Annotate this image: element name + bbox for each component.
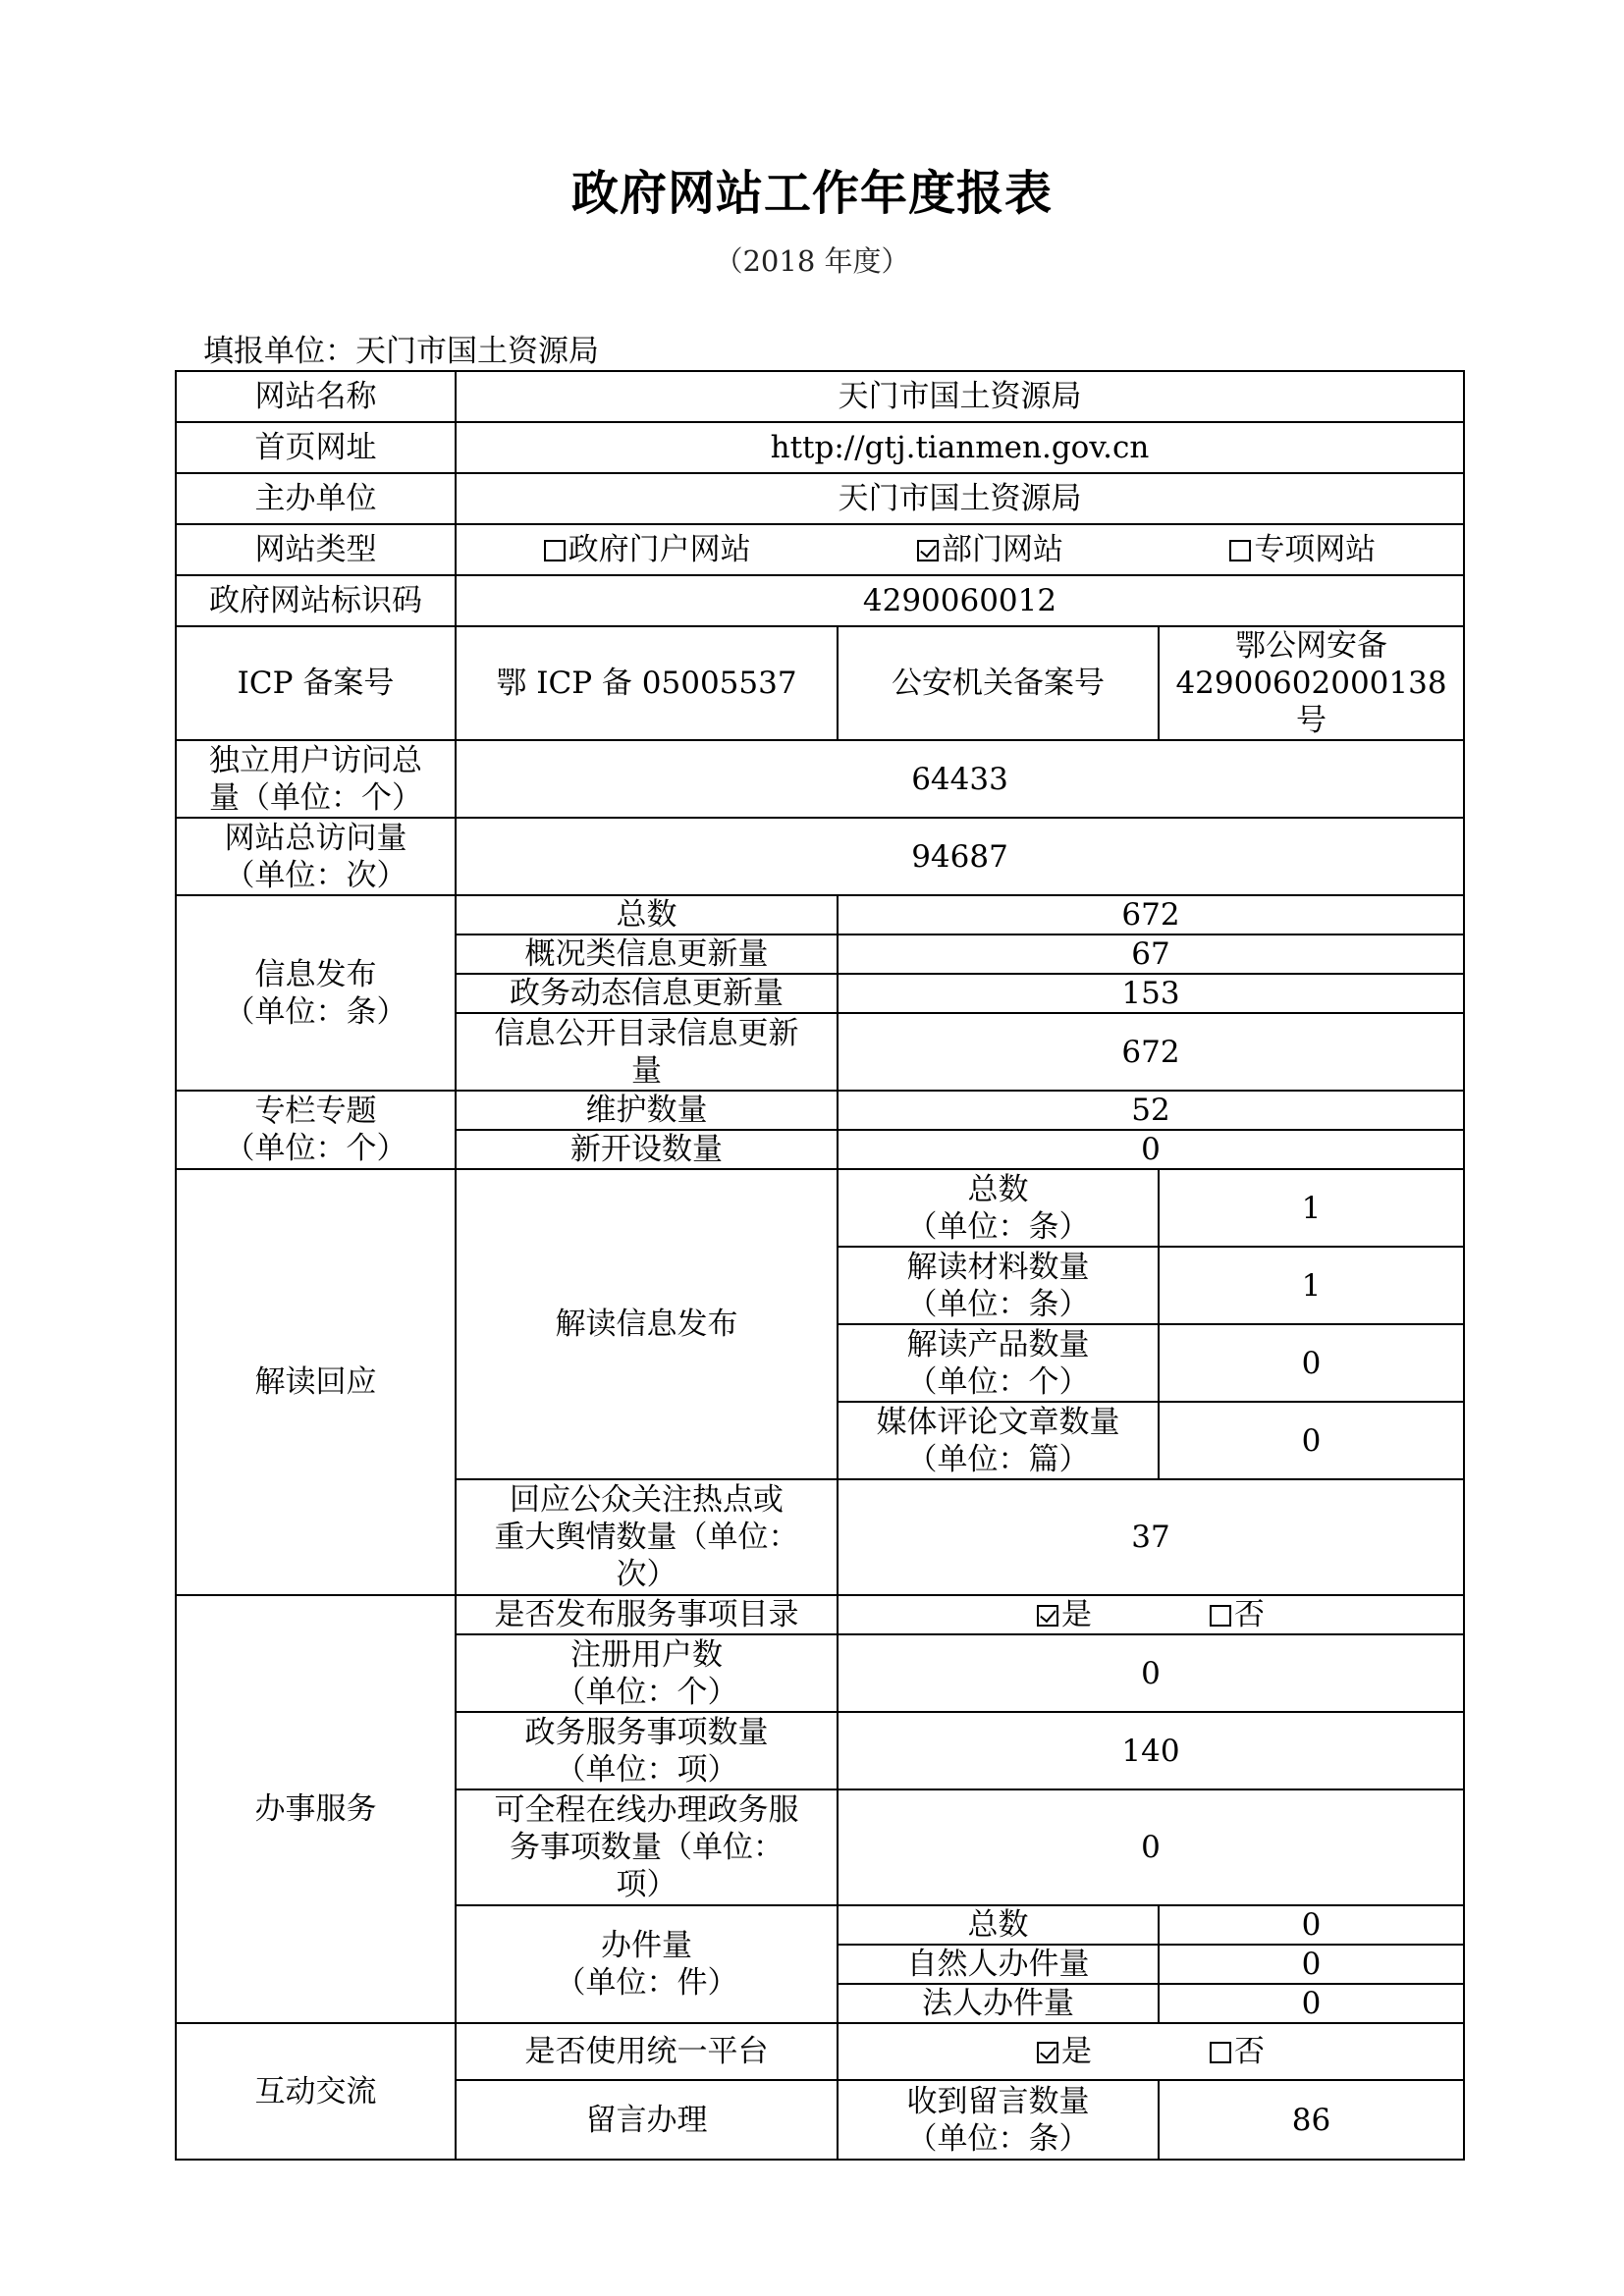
label-line: 独立用户访问总: [209, 742, 422, 778]
label-line: 解读材料数量: [906, 1249, 1090, 1285]
choice-no-label: 否: [1234, 2034, 1265, 2069]
total-visits-label: [176, 818, 456, 895]
materials-value: 1: [1159, 1247, 1464, 1324]
info-publish-label: [176, 895, 456, 1091]
cases-total-label: 总数: [838, 1905, 1159, 1945]
label-line: 量（单位：个）: [209, 779, 422, 816]
items-label: [456, 1712, 838, 1789]
interpretation-publish-label: 解读信息发布: [456, 1169, 838, 1479]
label-line: （单位：条）: [224, 993, 407, 1030]
row-columns-maintained: [176, 1091, 1464, 1130]
new-columns-label: 新开设数量: [456, 1130, 838, 1169]
row-info-total: [176, 895, 1464, 934]
platform-label: 是否使用统一平台: [456, 2023, 838, 2080]
icp-value: 鄂 ICP 备 05005537: [456, 626, 838, 740]
received-value: 86: [1159, 2080, 1464, 2160]
report-title: 政府网站工作年度报表: [570, 166, 1053, 221]
site-id-label: 政府网站标识码: [176, 575, 456, 626]
homepage-label: 首页网址: [176, 422, 456, 473]
overview-label: 概况类信息更新量: [456, 934, 838, 974]
dynamics-value: 153: [838, 974, 1464, 1013]
option-portal-site: [544, 531, 751, 568]
police-record-label: 公安机关备案号: [838, 626, 1159, 740]
interpretation-label: 解读回应: [176, 1169, 456, 1595]
label-line: 办件量: [601, 1928, 692, 1963]
label-line: 收到留言数量: [906, 2083, 1090, 2119]
items-value: 140: [838, 1712, 1464, 1789]
label-line: 回应公众关注热点或: [510, 1482, 784, 1518]
received-label: [838, 2080, 1159, 2160]
label-line: 网站总访问量: [224, 820, 407, 856]
option-department-site: [917, 531, 1063, 568]
site-name-label: 网站名称: [176, 371, 456, 422]
maintained-value: 52: [838, 1091, 1464, 1130]
choice-no-label: 否: [1234, 1597, 1265, 1632]
natural-label: 自然人办件量: [838, 1945, 1159, 1984]
choice-yes: [1037, 2033, 1092, 2070]
media-value: 0: [1159, 1402, 1464, 1479]
online-value: 0: [838, 1789, 1464, 1905]
row-sponsor: [176, 473, 1464, 524]
cases-label: [456, 1905, 838, 2023]
label-line: 政务服务事项数量: [524, 1714, 769, 1750]
checked-box-icon: [917, 540, 939, 561]
label-line: （单位：条）: [906, 1286, 1090, 1322]
label-line: （单位：个）: [224, 1131, 407, 1166]
new-columns-value: 0: [838, 1130, 1464, 1169]
service-catalog-choice: [838, 1595, 1464, 1634]
response-value: 37: [838, 1479, 1464, 1595]
option-label: 专项网站: [1254, 532, 1377, 567]
row-platform: [176, 2023, 1464, 2080]
label-line: 量: [631, 1052, 662, 1089]
row-site-name: [176, 371, 1464, 422]
site-type-options: [456, 524, 1464, 575]
row-total-visits: [176, 818, 1464, 895]
label-line: 信息发布: [254, 956, 377, 992]
label-line: （单位：个）: [906, 1363, 1090, 1400]
dynamics-label: 政务动态信息更新量: [456, 974, 838, 1013]
label-line: 总数: [967, 1171, 1029, 1207]
info-total-value: 672: [838, 895, 1464, 934]
info-total-label: 总数: [456, 895, 838, 934]
products-label: [838, 1324, 1159, 1402]
row-service-catalog: [176, 1595, 1464, 1634]
checkbox-icon: [1210, 1605, 1231, 1627]
label-line: 信息公开目录信息更新: [494, 1015, 799, 1051]
overview-value: 67: [838, 934, 1464, 974]
interaction-label: 互动交流: [176, 2023, 456, 2160]
label-line: 次）: [616, 1557, 677, 1592]
report-year: （2018 年度）: [714, 244, 910, 278]
users-value: 0: [838, 1634, 1464, 1712]
label-line: （单位：条）: [906, 2120, 1090, 2157]
site-type-label: 网站类型: [176, 524, 456, 575]
legal-value: 0: [1159, 1984, 1464, 2023]
choice-yes: [1037, 1596, 1092, 1633]
choice-yes-label: 是: [1061, 2034, 1092, 2069]
label-line: 务事项数量（单位：: [510, 1830, 784, 1865]
option-special-site: [1229, 531, 1376, 568]
sponsor-label: 主办单位: [176, 473, 456, 524]
row-interp-total: [176, 1169, 1464, 1247]
label-line: 项）: [616, 1867, 677, 1902]
interp-total-label: [838, 1169, 1159, 1247]
label-line: 可全程在线办理政务服: [494, 1792, 799, 1828]
cases-total-value: 0: [1159, 1905, 1464, 1945]
catalog-value: 672: [838, 1013, 1464, 1091]
label-line: 重大舆情数量（单位：: [494, 1520, 799, 1555]
response-label: [456, 1479, 838, 1595]
label-line: 媒体评论文章数量: [876, 1404, 1120, 1440]
label-line: （单位：项）: [555, 1751, 738, 1788]
row-icp: [176, 626, 1464, 740]
services-label: 办事服务: [176, 1595, 456, 2023]
unique-visitors-label: [176, 740, 456, 818]
online-label: [456, 1789, 838, 1905]
choice-no: [1210, 1596, 1265, 1633]
icp-label: ICP 备案号: [176, 626, 456, 740]
label-line: （单位：次）: [224, 857, 407, 893]
option-label: 部门网站: [941, 532, 1063, 567]
label-line: （单位：个）: [555, 1674, 738, 1710]
special-columns-label: [176, 1091, 456, 1169]
unique-visitors-value: 64433: [456, 740, 1464, 818]
filing-unit: 填报单位：天门市国土资源局: [203, 334, 599, 369]
checkbox-icon: [1229, 540, 1251, 561]
choice-yes-label: 是: [1061, 1597, 1092, 1632]
maintained-label: 维护数量: [456, 1091, 838, 1130]
natural-value: 0: [1159, 1945, 1464, 1984]
police-record-line2: 42900602000138 号: [1175, 666, 1447, 738]
site-name-value: 天门市国土资源局: [456, 371, 1464, 422]
label-line: （单位：件）: [555, 1965, 738, 2001]
homepage-value: http://gtj.tianmen.gov.cn: [456, 422, 1464, 473]
users-label: [456, 1634, 838, 1712]
row-unique-visitors: [176, 740, 1464, 818]
label-line: 注册用户数: [570, 1636, 723, 1673]
site-id-value: 4290060012: [456, 575, 1464, 626]
police-record-line1: 鄂公网安备: [1235, 628, 1387, 664]
media-label: [838, 1402, 1159, 1479]
sponsor-value: 天门市国土资源局: [456, 473, 1464, 524]
catalog-label: [456, 1013, 838, 1091]
service-catalog-label: 是否发布服务事项目录: [456, 1595, 838, 1634]
materials-label: [838, 1247, 1159, 1324]
police-record-value: [1159, 626, 1464, 740]
row-homepage: [176, 422, 1464, 473]
label-line: （单位：条）: [906, 1208, 1090, 1245]
checkbox-icon: [1210, 2042, 1231, 2063]
row-site-type: [176, 524, 1464, 575]
legal-label: 法人办件量: [838, 1984, 1159, 2023]
report-table: [175, 370, 1465, 2161]
label-line: 解读产品数量: [906, 1326, 1090, 1362]
checkbox-icon: [544, 540, 566, 561]
interp-total-value: 1: [1159, 1169, 1464, 1247]
option-label: 政府门户网站: [568, 532, 751, 567]
total-visits-value: 94687: [456, 818, 1464, 895]
checked-box-icon: [1037, 1605, 1058, 1627]
row-site-id: [176, 575, 1464, 626]
checked-box-icon: [1037, 2042, 1058, 2063]
choice-no: [1210, 2033, 1265, 2070]
label-line: 专栏专题: [254, 1094, 377, 1129]
platform-choice: [838, 2023, 1464, 2080]
messages-label: 留言办理: [456, 2080, 838, 2160]
label-line: （单位：篇）: [906, 1441, 1090, 1477]
products-value: 0: [1159, 1324, 1464, 1402]
